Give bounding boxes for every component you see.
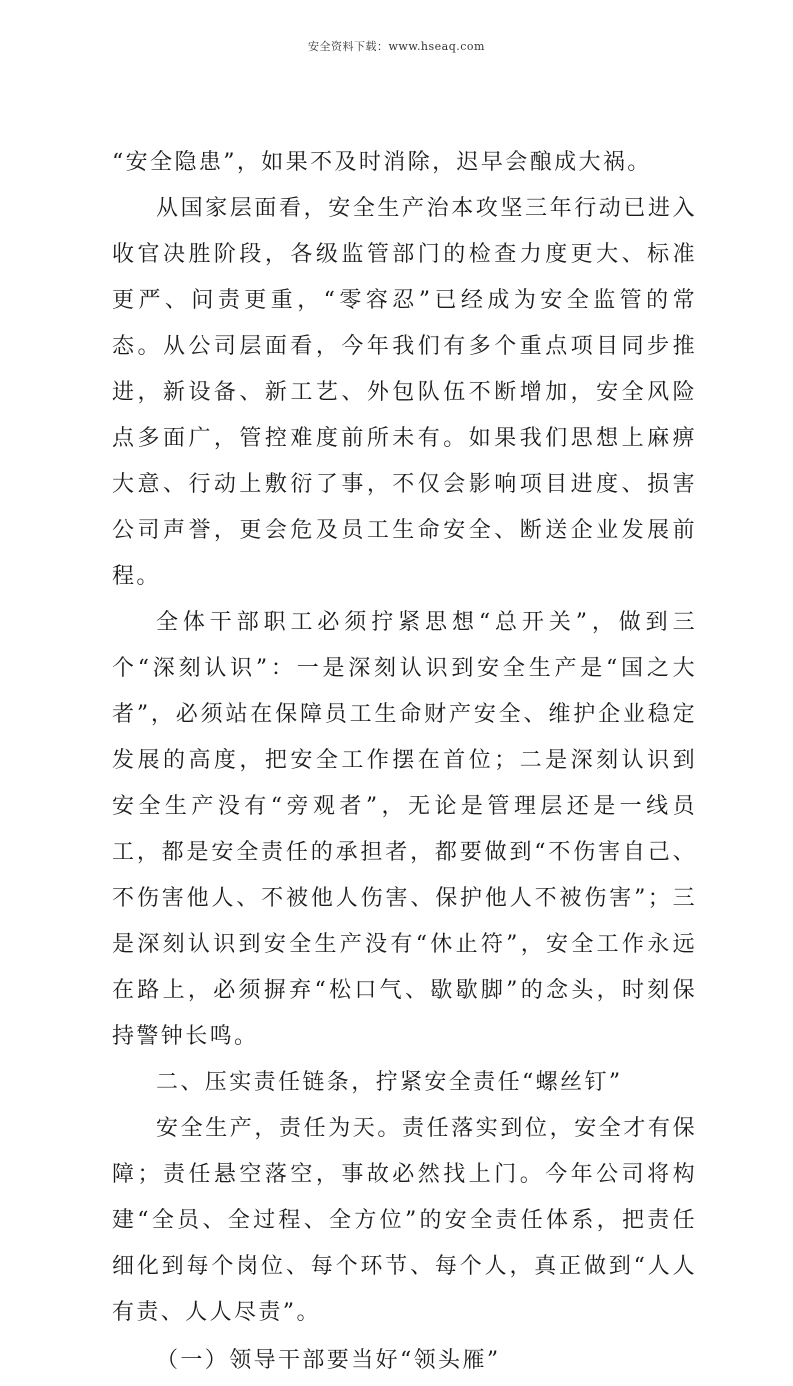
paragraph-three-understandings: 全体干部职工必须拧紧思想“总开关”，做到三个“深刻认识”：一是深刻认识到安全生产是“国之大者”，必须站在保障员工生命财产安全、维护企业稳定发展的高度，把安全工作摆在首位；二是深刻认识到安全生产没有“旁观者”，无论是管理层还是一线员工，都是安全责任的承担者，都要做到“不伤害自己、不伤害他人、不被他人伤害、保护他人不被伤害”；三是深刻认识到安全生产没有“休止符”，安全工作永远在路上，必须摒弃“松口气、歇歇脚”的念头，时刻保持警钟长鸣。 <box>112 610 697 1049</box>
paragraph-responsibility: 安全生产，责任为天。责任落实到位，安全才有保障；责任悬空落空，事故必然找上门。今年公司将构建“全员、全过程、全方位”的安全责任体系，把责任细化到每个岗位、每个环节、每个人，真正做到“人人有责、人人尽责”。 <box>112 1116 697 1325</box>
paragraph-continuation: “安全隐患”，如果不及时消除，迟早会酿成大祸。 <box>112 150 652 175</box>
subsection-heading-leaders: （一）领导干部要当好“领头雁” <box>156 1348 501 1373</box>
section-heading-responsibility: 二、压实责任链条，拧紧安全责任“螺丝钉” <box>156 1070 623 1095</box>
paragraph-national-level: 从国家层面看，安全生产治本攻坚三年行动已进入收官决胜阶段，各级监管部门的检查力度更大、标准更严、问责更重，“零容忍”已经成为安全监管的常态。从公司层面看，今年我们有多个重点项目同步推进，新设备、新工艺、外包队伍不断增加，安全风险点多面广，管控难度前所未有。如果我们思想上麻痹大意、行动上敷衍了事，不仅会影响项目进度、损害公司声誉，更会危及员工生命安全、断送企业发展前程。 <box>112 196 697 589</box>
document-body <box>112 140 697 1386</box>
page-header: 安全资料下载：www.hseaq.com <box>308 40 485 53</box>
